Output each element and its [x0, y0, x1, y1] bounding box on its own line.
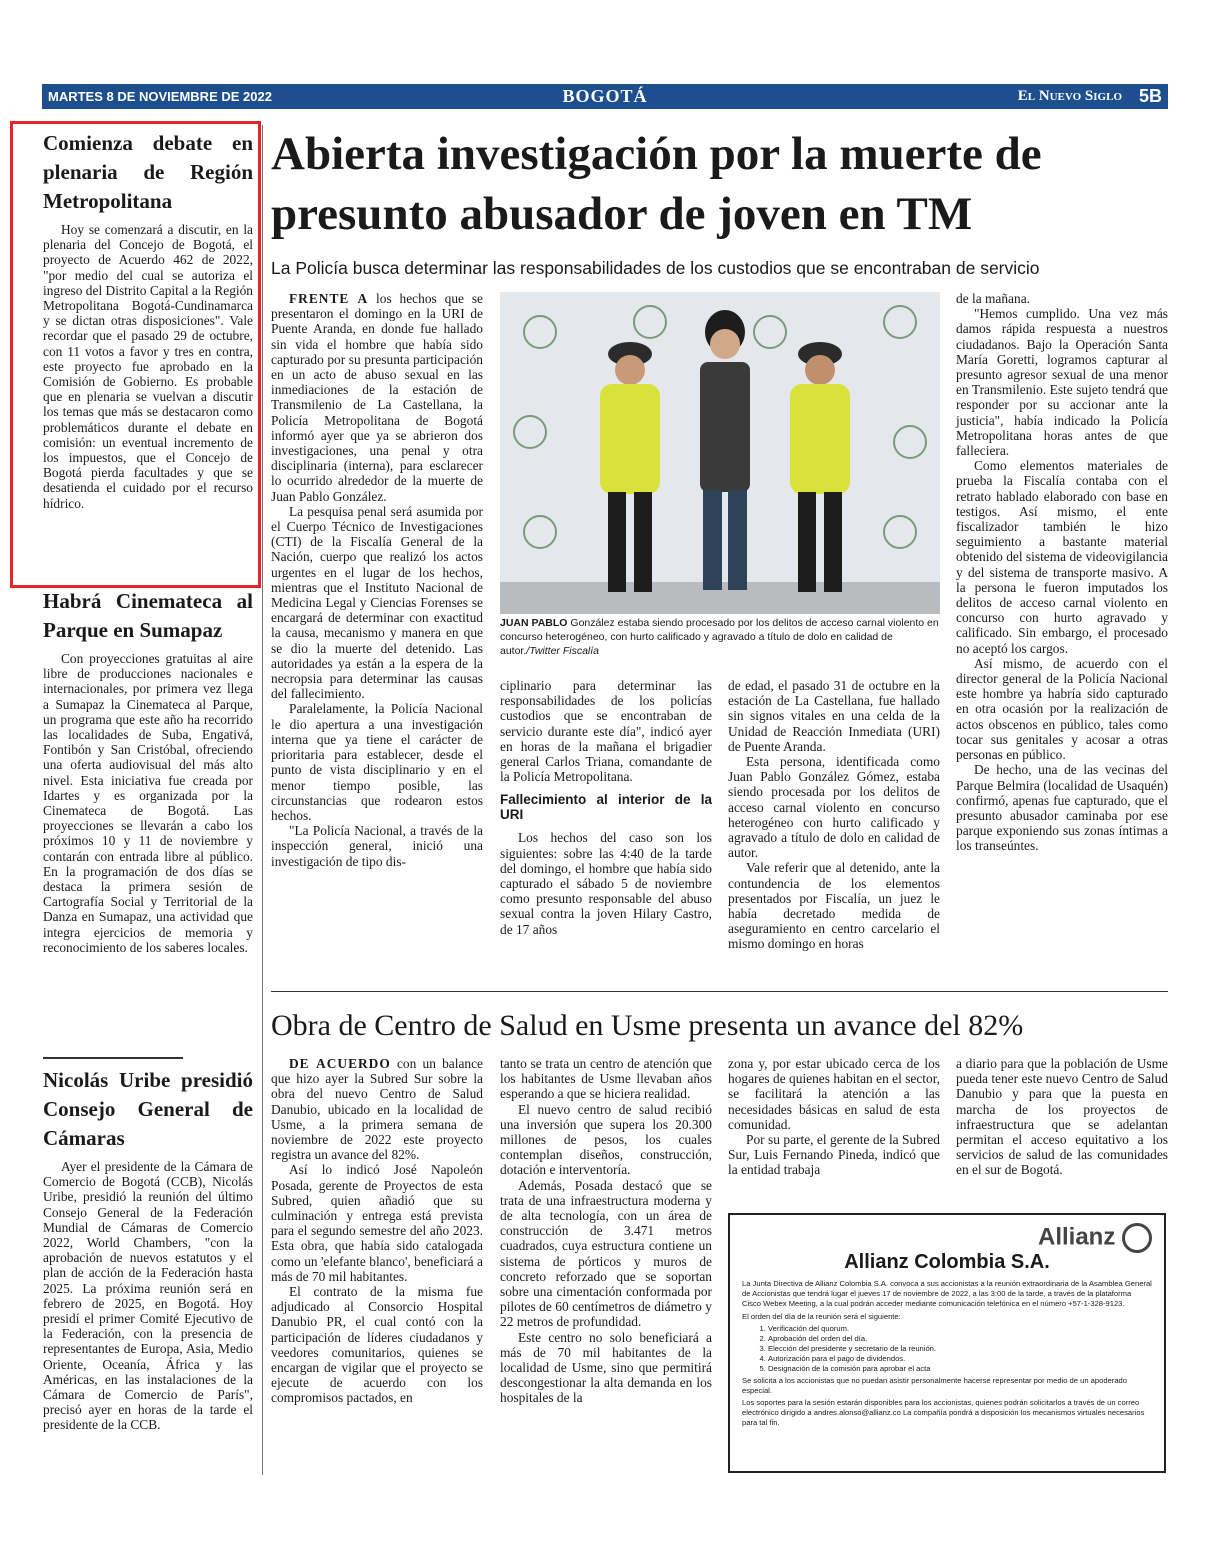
- main-headline: Abierta investigación por la muerte de presunto abusador de joven en TM: [271, 128, 1042, 240]
- main-column-4: [956, 291, 1168, 854]
- police-backdrop-image: [500, 292, 940, 614]
- paragraph: zona y, por estar ubicado cerca de los hogares de quienes habitan en el sector, se facilitará la atención a las necesidades básicas en salud de esta comunidad.: [728, 1056, 940, 1132]
- paragraph: ciplinario para determinar las responsabilidades de los policías custodios que se encontraban de servicio durante este día", indicó ayer en horas de la mañana el brigadier general Carlos Triana, comandante de la Policía Metropolitana.: [500, 678, 712, 785]
- agenda-item: 1. Verificación del quorum.: [768, 1324, 1152, 1334]
- paragraph: Por su parte, el gerente de la Subred Sur, Luis Fernando Pineda, indicó que la entidad trabaja: [728, 1132, 940, 1178]
- agenda-item: 4. Autorización para el pago de dividendos.: [768, 1354, 1152, 1364]
- ad-body: [742, 1279, 1152, 1428]
- second-column-3: [728, 1056, 940, 1178]
- logo-text: Allianz: [1037, 1223, 1116, 1251]
- ad-intro: La Junta Directiva de Allianz Colombia S.A. convoca a sus accionistas a la reunión extraordinaria de la Asamblea General de Accionistas que tendrá lugar el jueves 17 de noviembre de 2022, a las 3:00 de la tarde, a través de la plataforma Cisco Webex Meeting, a la cual podrán acceder mediante comunicación telefónica en el número +57-1-328-9123.: [742, 1279, 1152, 1308]
- allianz-logo: [1038, 1223, 1152, 1253]
- paragraph: Vale referir que al detenido, ante la contundencia de los elementos presentados por Fiscalía, un juez le había decretado medida de aseguramiento en centro carcelario el mismo domingo en horas: [728, 860, 940, 952]
- paragraph: Así lo indicó José Napoleón Posada, gerente de Proyectos de esta Subred, quien añadió que su culminación y entrega está prevista para el segundo semestre del año 2023. Esta obra, que había sido catalogada como un 'elefante blanco', beneficiará a más de 70 mil habitantes.: [271, 1162, 483, 1284]
- allianz-eagle-icon: [1122, 1223, 1152, 1253]
- column-rule: [262, 125, 263, 1475]
- brief-title: Habrá Cinemateca al Parque en Sumapaz: [43, 589, 253, 642]
- page-number: 5B: [1138, 86, 1162, 106]
- paragraph: tanto se trata un centro de atención que los habitantes de Usme llevaban años esperando a que se hiciera realidad.: [500, 1056, 712, 1102]
- paragraph: De hecho, una de las vecinas del Parque Belmira (localidad de Usaquén) confirmó, apenas fue capturado, que el presunto abusador caminaba por ese parque exponiendo sus zonas íntimas a los transeúntes.: [956, 762, 1168, 854]
- main-subheadline: La Policía busca determinar las responsabilidades de los custodios que se encontraban de servicio: [271, 258, 1040, 278]
- paragraph: Además, Posada destacó que se trata de una infraestructura moderna y de alta tecnología, con un área de construcción de 3.471 metros cuadrados, cuya estructura contiene un sistema de pórticos y muros de concreto reforzado que se soportan sobre una cimentación conformada por pilotes de 60 centímetros de diámetro y 22 metros de profundidad.: [500, 1177, 712, 1330]
- second-column-2: [500, 1056, 712, 1406]
- caption-lead: JUAN PABLO: [500, 617, 568, 629]
- second-headline: Obra de Centro de Salud en Usme presenta un avance del 82%: [271, 1009, 1024, 1042]
- paragraph: Este centro no solo beneficiará a más de 70 mil habitantes de la localidad de Usme, sino que permitirá descongestionar la alta demanda en los hospitales de la: [500, 1329, 712, 1406]
- second-column-1: [271, 1056, 483, 1406]
- agenda-item: 3. Elección del presidente y secretario de la reunión.: [768, 1344, 1152, 1354]
- paragraph: "La Policía Nacional, a través de la inspección general, inició una investigación de tipo dis-: [271, 823, 483, 869]
- news-photo: [500, 292, 940, 614]
- brief-body: Con proyecciones gratuitas al aire libre de producciones nacionales e internacionales, por primera vez llega a Sumapaz la Cinemateca al Parque, un programa que este año ha recorrido las localidades de Suba, Engativá, Fontibón y San Cristóbal, ofreciendo una oferta audiovisual del más alto nivel. Esta iniciativa fue creada por Idartes y es organizada por la Cinemateca de Bogotá. Las proyecciones se llevarán a cabo los próximos 10 y 11 de noviembre y contarán con entrada libre al público. En la programación de dos días se destaca la primera sesión de Cartografía Social y Territorial de la Danza en Sumapaz, una actividad que integra ejercicios de memoria y reconocimiento de los saberes locales.: [43, 651, 253, 955]
- second-column-4: [956, 1056, 1168, 1178]
- lead-in: DE ACUERDO: [289, 1056, 391, 1071]
- ad-agenda-list: [754, 1324, 1152, 1374]
- brief-title: Comienza debate en plenaria de Región Metropolitana: [43, 131, 253, 213]
- issue-date: MARTES 8 DE NOVIEMBRE DE 2022: [48, 89, 272, 104]
- paragraph: Como elementos materiales de prueba la Fiscalía contaba con el retrato hablado elaborado con base en testigos. Así mismo, el ente fiscalizador también le hizo seguimiento a bastante material obtenido del sistema de videovigilancia y del sistema de transporte masivo. A la persona le fueron imputados los delitos de acceso carnal violento en concurso con hurto agravado y calificado. Sin embargo, el procesado no aceptó los cargos.: [956, 458, 1168, 656]
- caption-text: González estaba siendo procesado por los delitos de acceso carnal violento en concurso heterogéneo, con hurto calificado y agravado a título de dolo en calidad de autor.: [500, 617, 939, 657]
- paragraph: de edad, el pasado 31 de octubre en la estación de La Castellana, fue hallado sin signos vitales en una celda de la Unidad de Reacción Inmediata (URI) de Puente Aranda.: [728, 678, 940, 754]
- paragraph: los hechos que se presentaron el domingo en la URI de Puente Aranda, en donde fue hallado sin vida el hombre que había sido capturado por su presunta participación en un acto de abuso sexual en las inmediaciones de la estación de Transmilenio de La Castellana, la Policía Metropolitana de Bogotá informó ayer que ya se abrieron dos investigaciones, una penal y otra disciplinaria (interna), para esclarecer lo ocurrido alrededor de la muerte de Juan Pablo González.: [271, 291, 483, 504]
- main-column-3: [728, 678, 940, 952]
- header-bar: [42, 84, 1168, 109]
- agenda-item: 5. Designación de la comisión para aprobar el acta: [768, 1364, 1152, 1374]
- paragraph: a diario para que la población de Usme pueda tener este nuevo Centro de Salud Danubio y para que la puesta en marcha de los proyectos de infraestructura que se adelantan permitan el acceso equitativo a los servicios de salud de las comunidades en el sur de Bogotá.: [956, 1056, 1168, 1178]
- paragraph: "Hemos cumplido. Una vez más damos rápida respuesta a nuestros ciudadanos. Bajo la Operación Santa María Goretti, logramos capturar al presunto agresor sexual de una menor en Transmilenio. Este sujeto tendrá que responder por su accionar ante la justicia", había indicado la Policía Metropolitana horas antes de que falleciera.: [956, 306, 1168, 459]
- section-subtitle: Fallecimiento al interior de la URI: [500, 792, 712, 823]
- newspaper-name: El Nuevo Siglo: [1017, 88, 1122, 104]
- main-column-2: [500, 678, 712, 937]
- brief-camaras: [43, 1066, 253, 1433]
- paragraph: La pesquisa penal será asumida por el Cuerpo Técnico de Investigaciones (CTI) de la Fiscalía General de la Nación, cuerpo que realizó los actos urgentes en el lugar de los hechos, mientras que el Instituto Nacional de Medicina Legal y Ciencias Forenses se encargará de determinar con exactitud la causa, mecanismo y manera en que se dio la muerte del detenido. Las autoridades ya están a la espera de la necropsia para determinar las causas del fallecimiento.: [271, 503, 483, 702]
- lead-in: FRENTE A: [289, 291, 369, 306]
- main-column-1: [271, 291, 483, 869]
- paragraph: de la mañana.: [956, 291, 1030, 306]
- company-name: Allianz Colombia S.A.: [844, 1251, 1050, 1273]
- brief-body: Ayer el presidente de la Cámara de Comercio de Bogotá (CCB), Nicolás Uribe, presidió la reunión del último Consejo General de la Federación Mundial de Cámaras de Comercio 2022, World Chambers, "con la aprobación de nuevos estatutos y el plan de acción de la Federación hasta 2025. La próxima reunión será en febrero de 2025, en Bogotá. Hoy presidí el primer Comité Ejecutivo de la Federación, con la presencia de representantes de Europa, Asia, Medio Oriente, Oceanía, África y las Américas, en las instalaciones de la Cámara de Comercio de París", precisó ayer en horas de la tarde el presidente de la CCB.: [43, 1159, 253, 1433]
- allianz-advertisement: [728, 1213, 1166, 1473]
- ad-note: Los soportes para la sesión estarán disponibles para los accionistas, quienes podrán solicitarlos a través de un correo electrónico dirigido a andres.alonso@allianz.co La compañía pondrá a disposición los mecanismos virtuales necesarios para tal fin.: [742, 1398, 1145, 1427]
- ad-order-title: El orden del día de la reunión será el siguiente:: [742, 1312, 901, 1321]
- brief-title: Nicolás Uribe presidió Consejo General de Cámaras: [43, 1068, 253, 1150]
- paragraph: El contrato de la misma fue adjudicado al Consorcio Hospital Danubio PR, el cual contó con la participación de líderes ciudadanos y veedores comunitarios, quienes se encargan de vigilar que el proyecto se ejecute de acuerdo con los compromisos pactados, en: [271, 1284, 483, 1406]
- paragraph: Los hechos del caso son los siguientes: sobre las 4:40 de la tarde del domingo, el hombre que había sido capturado el sábado 5 de noviembre como presunto responsable del abuso sexual contra la joven Hilary Castro, de 17 años: [500, 830, 712, 937]
- section-divider: [271, 991, 1168, 992]
- section-title: BOGOTÁ: [562, 86, 648, 106]
- brief-body: Hoy se comenzará a discutir, en la plenaria del Concejo de Bogotá, el proyecto de Acuerdo 462 de 2022, "por medio del cual se autoriza el ingreso del Distrito Capital a la Región Metropolitana Bogotá-Cundinamarca y se dictan otras disposiciones". Vale recordar que el pasado 29 de octubre, con 11 votos a favor y tres en contra, este proyecto fue aprobado en la Comisión de Gobierno. Es probable que en plenaria se vuelvan a discutir los temas que más se destacaron como problemáticos durante el debate en comisión: un eventual incremento de los impuestos, que el Concejo de Bogotá pierda facultades y que se desatienda el cuidado por el recurso hídrico.: [43, 222, 253, 511]
- brief-region-metropolitana: [43, 129, 253, 511]
- paragraph: El nuevo centro de salud recibió una inversión que supera los 20.300 millones de pesos, los cuales contemplan diseños, construcción, dotación e interventoría.: [500, 1101, 712, 1178]
- divider: [43, 1057, 183, 1059]
- paragraph: con un balance que hizo ayer la Subred Sur sobre la obra del nuevo Centro de Salud Danubio, ubicado en la localidad de Usme, a la primera semana de noviembre de 2022 este proyecto registra un avance del 82%.: [271, 1056, 483, 1163]
- paragraph: Así mismo, de acuerdo con el director general de la Policía Nacional este hombre ya habría sido capturado en otra ocasión por la realización de actos obscenos en público, tales como tocar sus genitales y acosar a otras personas en público.: [956, 655, 1168, 763]
- paragraph: Esta persona, identificada como Juan Pablo González Gómez, estaba siendo procesada por los delitos de acceso carnal violento en concurso heterogéneo con hurto calificado y agravado a título de dolo en calidad de autor.: [728, 754, 940, 861]
- photo-caption: [500, 616, 940, 658]
- ad-note: Se solicita a los accionistas que no puedan asistir personalmente hacerse representar por medio de un apoderado especial.: [742, 1376, 1127, 1395]
- paragraph: Paralelamente, la Policía Nacional le dio apertura a una investigación interna que ya tiene el carácter de prioritaria para establecer, desde el punto de vista disciplinario y en el menor tiempo posible, las circunstancias que rodearon estos hechos.: [271, 701, 483, 823]
- brief-cinemateca: [43, 587, 253, 955]
- agenda-item: 2. Aprobación del orden del día.: [768, 1334, 1152, 1344]
- photo-credit: /Twitter Fiscalía: [526, 645, 600, 657]
